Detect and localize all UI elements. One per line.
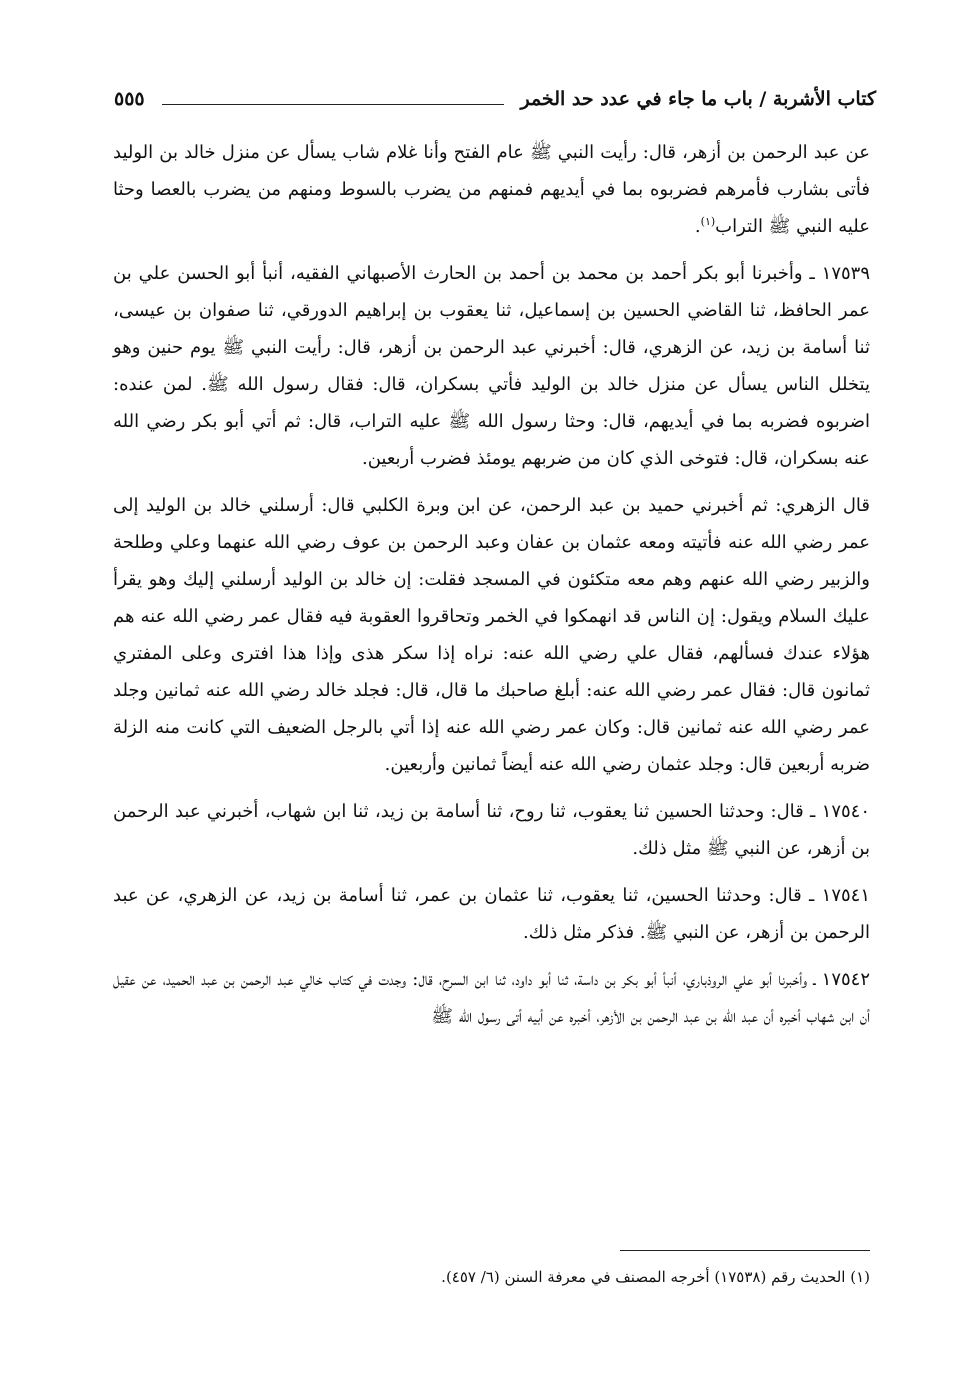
page-header — [114, 84, 876, 120]
running-head: كتاب الأشربة / باب ما جاء في عدد حد الخمر — [520, 88, 876, 110]
footnote-1: (١) الحديث رقم (١٧٥٣٨) أخرجه المصنف في معرفة السنن (٦/ ٤٥٧). — [441, 1268, 870, 1286]
paragraph-end: . — [694, 216, 701, 237]
paragraph-zuhri-narration: قال الزهري: ثم أخبرني حميد بن عبد الرحمن، عن ابن وبرة الكلبي قال: أرسلني خالد بن الوليد إلى عمر رضي الله عنه فأتيته ومعه عثمان بن عفان وعبد الرحمن بن عوف رضي الله عنهما وعلي وطلحة والزبير رضي الله عنهم وهم معه متكئون في المسجد فقلت: إن خالد بن الوليد أرسلني إليك وهو يقرأ عليك السلام ويقول: إن الناس قد انهمكوا في الخمر وتحاقروا العقوبة فيه فقال عمر رضي الله عنه هم هؤلاء عندك فسألهم، فقال علي رضي الله عنه: نراه إذا سكر هذى وإذا هذا افترى وعلى المفتري ثمانون قال: فقال عمر رضي الله عنه: أبلغ صاحبك ما قال، قال: فجلد خالد رضي الله عنه ثمانين وجلد عمر رضي الله عنه ثمانين قال: وكان عمر رضي الله عنه إذا أتي بالرجل الضعيف التي كانت منه الزلة ضربه أربعين قال: وجلد عثمان رضي الله عنه أيضاً ثمانين وأربعين. — [113, 495, 870, 775]
footnotes — [110, 1264, 870, 1290]
page-number: ٥٥٥ — [114, 88, 145, 110]
paragraph-hadith-17540: ١٧٥٤٠ ـ قال: وحدثنا الحسين ثنا يعقوب، ثنا روح، ثنا أسامة بن زيد، ثنا ابن شهاب، أخبرني عبد الرحمن بن أزهر، عن النبي ﷺ مثل ذلك. — [113, 801, 870, 859]
paragraph-hadith-17539: ١٧٥٣٩ ـ وأخبرنا أبو بكر أحمد بن محمد بن أحمد بن الحارث الأصبهاني الفقيه، أنبأ أبو الحسن علي بن عمر الحافظ، ثنا القاضي الحسين بن إسماعيل، ثنا يعقوب بن إبراهيم الدورقي، ثنا صفوان بن عيسى، ثنا أسامة بن زيد، عن الزهري، قال: أخبرني عبد الرحمن بن أزهر، قال: رأيت النبي ﷺ يوم حنين وهو يتخلل الناس يسأل عن منزل خالد بن الوليد فأتي بسكران، قال: فقال رسول الله ﷺ. لمن عنده: اضربوه فضربه بما في أيديهم، قال: وحثا رسول الله ﷺ عليه التراب، قال: ثم أتي أبو بكر رضي الله عنه بسكران، قال: فتوخى الذي كان من ضربهم يومئذ فضرب أربعين. — [113, 263, 870, 469]
header-rule — [162, 104, 504, 105]
paragraph-hadith-17542: ١٧٥٤٢ ـ وأخبرنا أبو علي الروذباري، أنبأ أبو بكر بن داسة، ثنا أبو داود، ثنا ابن السرح، قال: وجدت في كتاب خالي عبد الرحمن بن عبد الحميد، عن عقيل أن ابن شهاب أخبره أن عبد الله بن عبد الرحمن بن الأزهر، أخبره عن أبيه أتى رسول الله ﷺ — [113, 969, 870, 1027]
paragraph-text: عن عبد الرحمن بن أزهر، قال: رأيت النبي ﷺ عام الفتح وأنا غلام شاب يسأل عن منزل خالد بن الوليد فأتى بشارب فأمرهم فضربوه بما في أيديهم فمنهم من يضرب بالسوط ومنهم من يضرب بالعصا وحثا عليه النبي ﷺ التراب — [113, 142, 870, 237]
footnote-marker: (١) — [700, 215, 716, 228]
main-text — [113, 134, 870, 1045]
paragraph-hadith-17541: ١٧٥٤١ ـ قال: وحدثنا الحسين، ثنا يعقوب، ثنا عثمان بن عمر، ثنا أسامة بن زيد، عن الزهري، عن عبد الرحمن بن أزهر، عن النبي ﷺ. فذكر مثل ذلك. — [113, 885, 870, 943]
paragraph-hadith-intro — [113, 134, 870, 245]
footnote-rule — [620, 1250, 870, 1251]
